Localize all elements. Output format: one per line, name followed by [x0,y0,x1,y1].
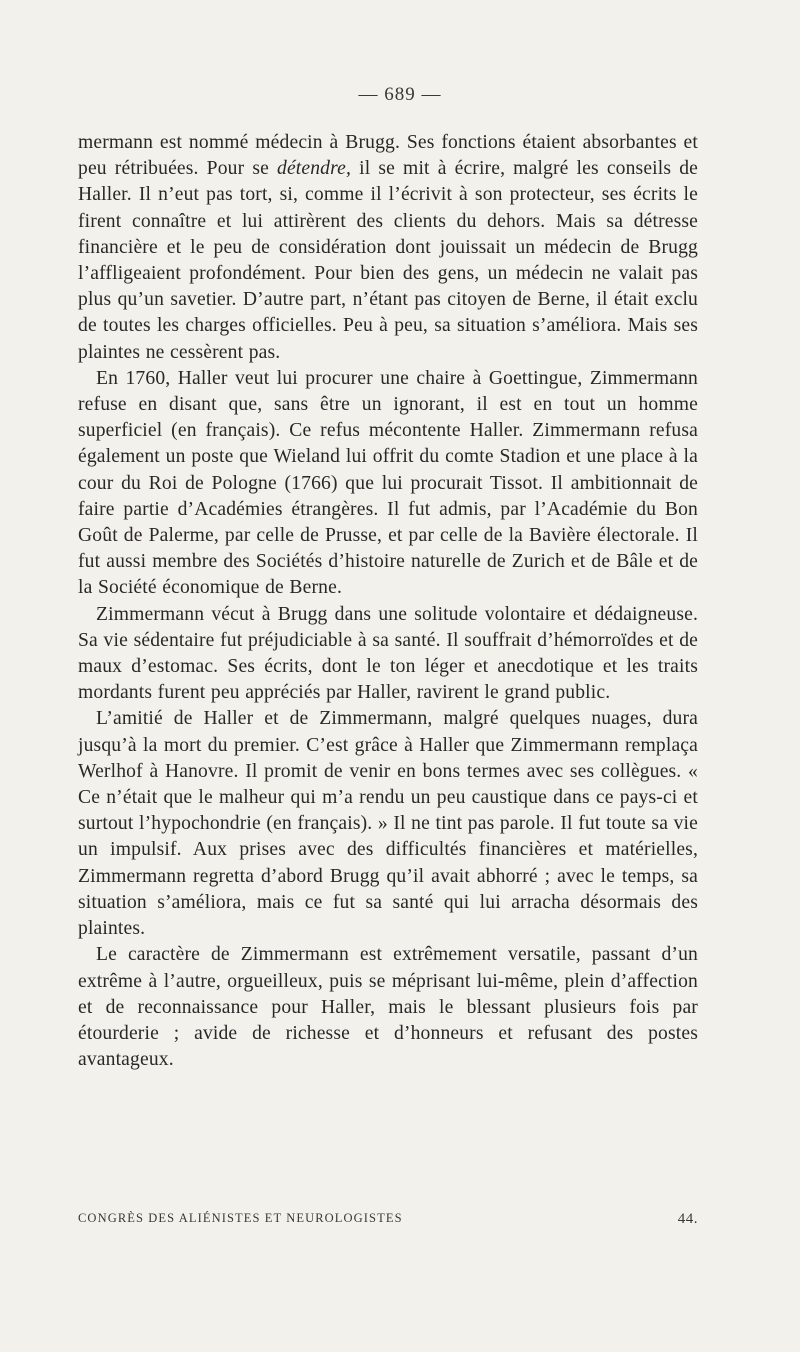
paragraph-1-emphasis: détendre, [277,158,352,180]
footer-signature-mark: CONGRÈS DES ALIÉNISTES ET NEUROLOGISTES [78,1211,403,1225]
page-number: — 689 — [358,84,442,105]
body-text [78,130,698,1073]
paragraph-2: En 1760, Haller veut lui procurer une chaire à Goettingue, Zimmermann refuse en disant que, sans être un ignorant, il est en tout un homme superficiel (en français). Ce refus mécontente Haller. Zimmermann refusa également un poste que Wieland lui offrit du comte Stadion et une place à la cour du Roi de Pologne (1766) que lui procurait Tissot. Il ambitionnait de faire partie d’Académies étrangères. Il fut admis, par l’Académie du Bon Goût de Palerme, par celle de Prusse, et par celle de la Bavière électorale. Il fut aussi membre des Sociétés d’histoire naturelle de Zurich et de Bâle et de la Société économique de Berne. [78,367,698,599]
paragraph-4: L’amitié de Haller et de Zimmermann, malgré quelques nuages, dura jusqu’à la mort du premier. C’est grâce à Haller que Zimmermann remplaça Werlhof à Hanovre. Il promit de venir en bons termes avec ses collègues. « Ce n’était que le malheur qui m’a rendu un peu caustique dans ce pays-ci et surtout l’hypochondrie (en français). » Il ne tint pas parole. Il fut toute sa vie un impulsif. Aux prises avec des difficultés financières et matérielles, Zimmermann regretta d’abord Brugg qu’il avait abhorré ; avec le temps, sa situation s’améliora, mais ce fut sa santé qui lui arracha désormais des plaintes. [78,708,698,940]
footer-signature-number: 44. [677,1211,698,1227]
paragraph-1-text-start: mermann est nommé médecin à Brugg. Ses fonctions étaient absorbantes et peu rétribuées. Pour se [78,132,698,180]
paragraph-1-text-end: il se mit à écrire, malgré les conseils de Haller. Il n’eut pas tort, si, comme il l’écrivit à son protecteur, ses écrits le firent connaître et lui attirèrent des clients du dehors. Mais sa détresse financière et le peu de considération dont jouissait un médecin de Brugg l’affligeaient profondément. Pour bien des gens, un médecin ne valait pas plus qu’un savetier. D’autre part, n’étant pas citoyen de Berne, il était exclu de toutes les charges officielles. Peu à peu, sa situation s’améliora. Mais ses plaintes ne cessèrent pas. [78,158,698,363]
paragraph-3: Zimmermann vécut à Brugg dans une solitude volontaire et dédaigneuse. Sa vie sédentaire fut préjudiciable à sa santé. Il souffrait d’hémorroïdes et de maux d’estomac. Ses écrits, dont le ton léger et anecdotique et les traits mordants furent peu appréciés par Haller, ravirent le grand public. [78,603,698,704]
paragraph-1 [78,130,698,366]
paragraph-5: Le caractère de Zimmermann est extrêmement versatile, passant d’un extrême à l’autre, orgueilleux, puis se méprisant lui-même, plein d’affection et de reconnaissance pour Haller, mais le blessant plusieurs fois par étourderie ; avide de richesse et d’honneurs et refusant des postes avantageux. [78,944,698,1071]
